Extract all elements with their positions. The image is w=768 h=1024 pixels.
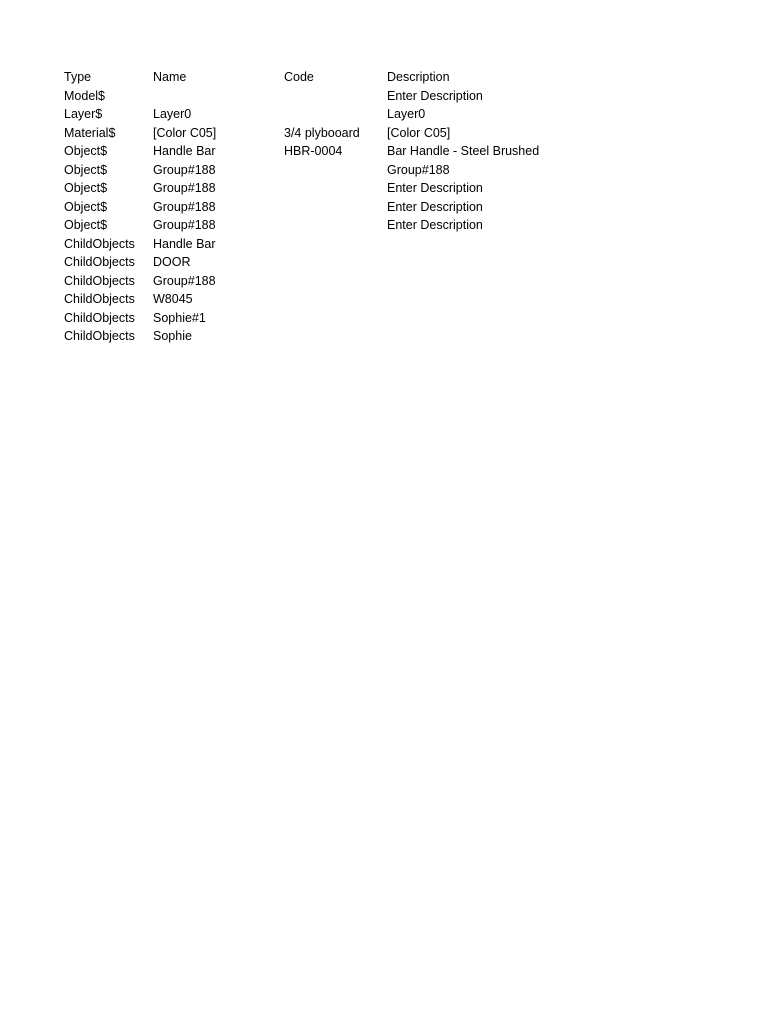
table-row bbox=[64, 272, 724, 291]
cell-type: Object$ bbox=[64, 218, 108, 232]
cell-description bbox=[387, 235, 724, 254]
table-row bbox=[64, 87, 724, 106]
cell-name: [Color C05] bbox=[153, 125, 217, 140]
header-name: Name bbox=[153, 70, 187, 84]
cell-description: Bar Handle - Steel Brushed bbox=[387, 144, 540, 158]
cell-type: ChildObjects bbox=[64, 329, 135, 343]
cell-description: Enter Description bbox=[387, 88, 483, 103]
cell-code bbox=[284, 272, 387, 291]
cell-code bbox=[284, 327, 387, 346]
cell-description: Enter Description bbox=[387, 199, 483, 214]
cell-code bbox=[284, 216, 387, 235]
cell-code bbox=[284, 179, 387, 198]
cell-code: 3/4 plybooard bbox=[284, 125, 360, 140]
header-code: Code bbox=[284, 70, 314, 84]
cell-description bbox=[387, 290, 724, 309]
cell-type: Object$ bbox=[64, 181, 108, 195]
cell-type: Material$ bbox=[64, 125, 116, 140]
cell-name: Layer0 bbox=[153, 107, 192, 121]
table-row bbox=[64, 216, 724, 235]
cell-code bbox=[284, 105, 387, 124]
cell-code bbox=[284, 87, 387, 106]
table-row bbox=[64, 124, 724, 143]
cell-description: Enter Description bbox=[387, 218, 483, 232]
table-row bbox=[64, 179, 724, 198]
cell-code bbox=[284, 161, 387, 180]
cell-name: Sophie bbox=[153, 329, 192, 343]
table-row bbox=[64, 142, 724, 161]
cell-type: Object$ bbox=[64, 199, 108, 214]
cell-name: Sophie#1 bbox=[153, 310, 206, 325]
cell-description bbox=[387, 309, 724, 328]
cell-name: Group#188 bbox=[153, 162, 216, 177]
cell-type: ChildObjects bbox=[64, 292, 135, 306]
cell-name bbox=[153, 87, 284, 106]
table-row bbox=[64, 309, 724, 328]
cell-name: Group#188 bbox=[153, 273, 216, 288]
cell-code: HBR-0004 bbox=[284, 144, 343, 158]
cell-type: Object$ bbox=[64, 162, 108, 177]
cell-type: ChildObjects bbox=[64, 273, 135, 288]
header-type: Type bbox=[64, 70, 92, 84]
cell-type: ChildObjects bbox=[64, 236, 135, 251]
cell-code bbox=[284, 290, 387, 309]
cell-code bbox=[284, 253, 387, 272]
table-row bbox=[64, 327, 724, 346]
cell-type: ChildObjects bbox=[64, 310, 135, 325]
cell-type: Layer$ bbox=[64, 107, 103, 121]
cell-description: [Color C05] bbox=[387, 125, 451, 140]
cell-description: Layer0 bbox=[387, 107, 426, 121]
cell-name: W8045 bbox=[153, 292, 193, 306]
header-row bbox=[64, 68, 724, 87]
cell-code bbox=[284, 235, 387, 254]
cell-description bbox=[387, 253, 724, 272]
cell-name: Handle Bar bbox=[153, 144, 216, 158]
cell-code bbox=[284, 198, 387, 217]
table-row bbox=[64, 198, 724, 217]
cell-description: Enter Description bbox=[387, 181, 483, 195]
cell-name: Group#188 bbox=[153, 181, 216, 195]
cell-name: Group#188 bbox=[153, 218, 216, 232]
cell-code bbox=[284, 309, 387, 328]
data-table bbox=[64, 68, 724, 346]
cell-type: ChildObjects bbox=[64, 255, 135, 269]
cell-description bbox=[387, 327, 724, 346]
table-row bbox=[64, 161, 724, 180]
cell-type: Object$ bbox=[64, 144, 108, 158]
table-row bbox=[64, 235, 724, 254]
cell-name: Group#188 bbox=[153, 199, 216, 214]
header-description: Description bbox=[387, 70, 450, 84]
table-row bbox=[64, 253, 724, 272]
cell-description: Group#188 bbox=[387, 162, 450, 177]
table-row bbox=[64, 105, 724, 124]
cell-name: DOOR bbox=[153, 255, 191, 269]
cell-description bbox=[387, 272, 724, 291]
cell-name: Handle Bar bbox=[153, 236, 216, 251]
cell-type: Model$ bbox=[64, 88, 105, 103]
table-row bbox=[64, 290, 724, 309]
